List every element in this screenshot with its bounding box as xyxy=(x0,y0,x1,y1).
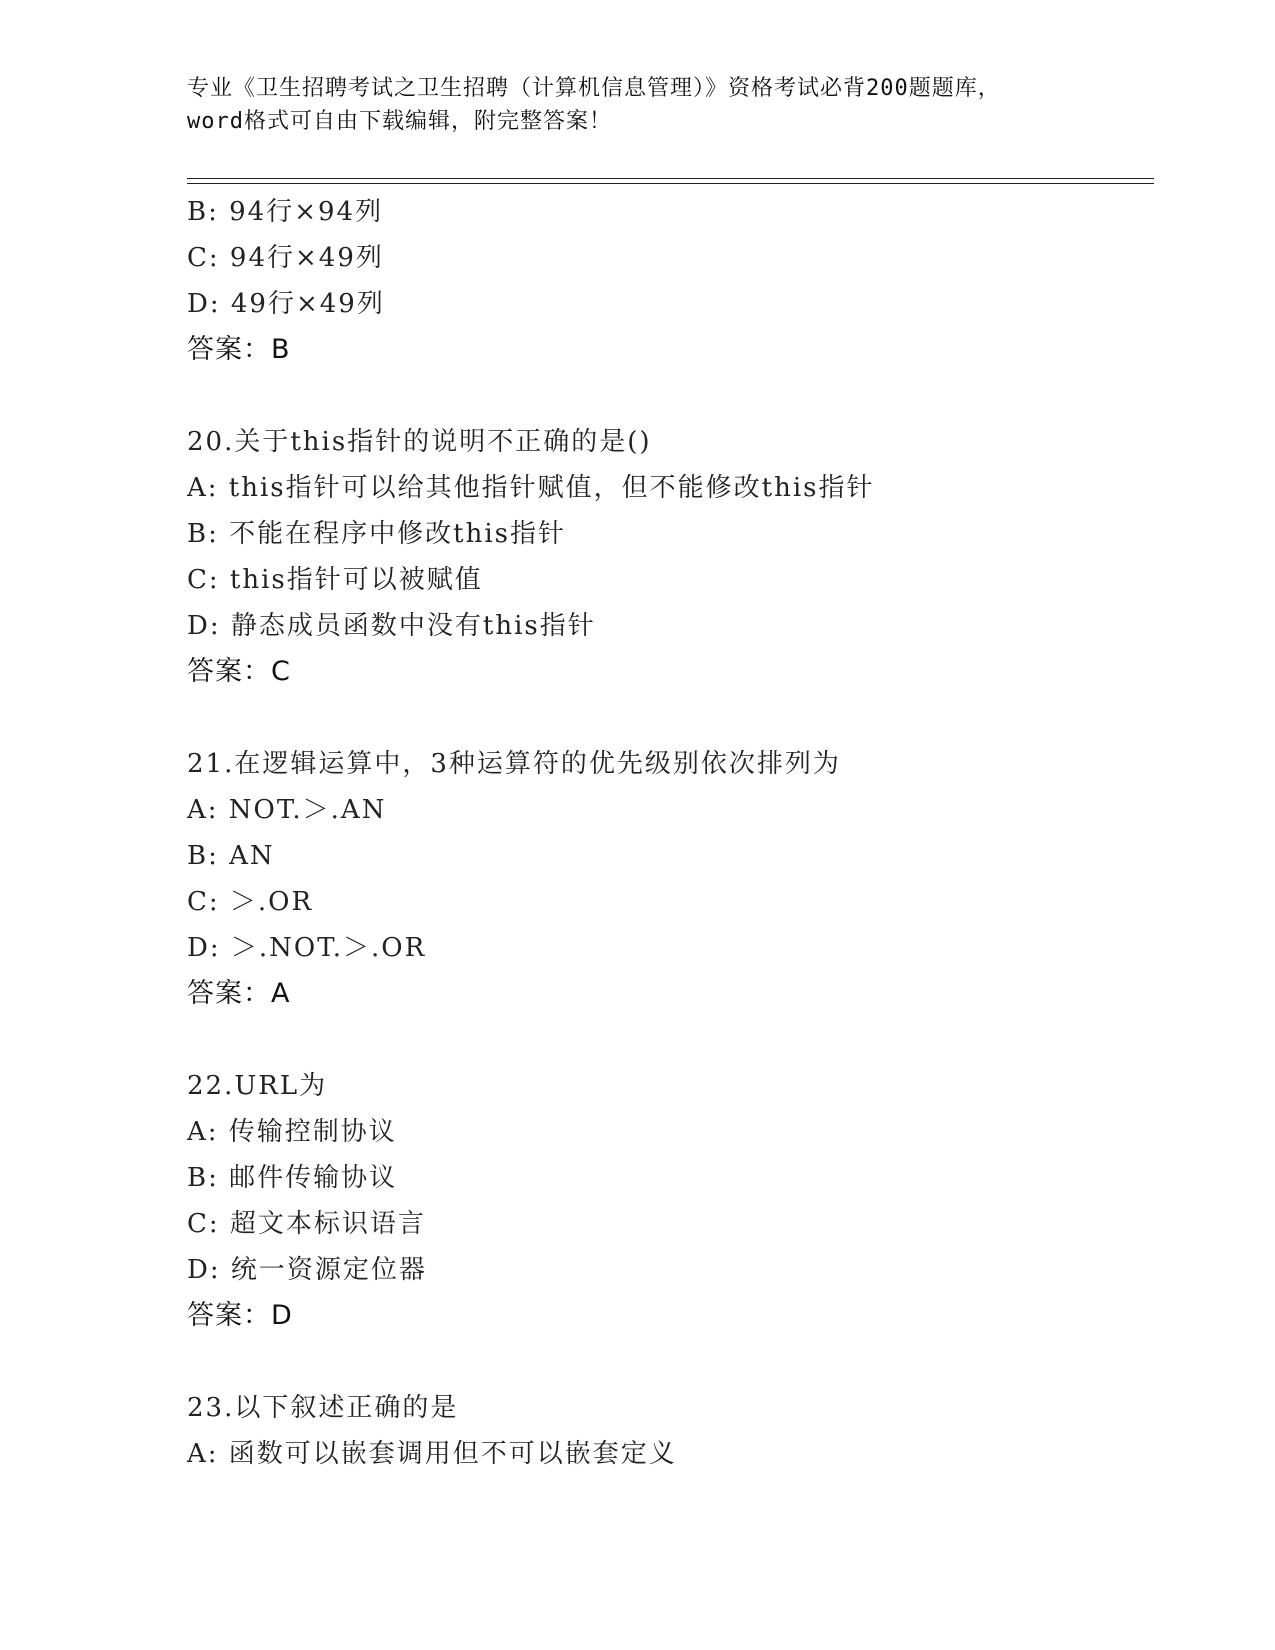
option-a: A: this指针可以给其他指针赋值，但不能修改this指针 xyxy=(187,473,875,503)
question-text: 23.以下叙述正确的是 xyxy=(187,1393,459,1423)
question-text: 21.在逻辑运算中，3种运算符的优先级别依次排列为 xyxy=(187,749,841,779)
header-rule-top xyxy=(187,178,1154,179)
option-a: A: 函数可以嵌套调用但不可以嵌套定义 xyxy=(187,1439,677,1469)
question-block-20 xyxy=(187,419,1147,695)
block-spacer xyxy=(187,373,1147,419)
option-c: C: ＞.OR xyxy=(187,887,314,917)
answer-line: 答案：C xyxy=(187,656,291,687)
option-c: C: this指针可以被赋值 xyxy=(187,565,483,595)
block-spacer xyxy=(187,695,1147,741)
option-b: B: 94行×94列 xyxy=(187,197,384,227)
question-block-19 xyxy=(187,189,1147,373)
option-c: C: 94行×49列 xyxy=(187,243,384,273)
answer-line: 答案：A xyxy=(187,978,291,1009)
question-text: 22.URL为 xyxy=(187,1071,328,1101)
header-line-1: 专业《卫生招聘考试之卫生招聘（计算机信息管理）》资格考试必背200题题库， xyxy=(187,76,1001,101)
header-rule-bottom xyxy=(187,183,1154,184)
option-d: D: 49行×49列 xyxy=(187,289,385,319)
question-list xyxy=(187,189,1147,1477)
question-block-21 xyxy=(187,741,1147,1017)
option-d: D: 静态成员函数中没有this指针 xyxy=(187,611,596,641)
option-c: C: 超文本标识语言 xyxy=(187,1209,426,1239)
option-b: B: AN xyxy=(187,841,275,871)
question-text: 20.关于this指针的说明不正确的是() xyxy=(187,427,652,457)
option-b: B: 邮件传输协议 xyxy=(187,1163,398,1193)
block-spacer xyxy=(187,1017,1147,1063)
option-d: D: 统一资源定位器 xyxy=(187,1255,427,1285)
question-block-22 xyxy=(187,1063,1147,1339)
answer-line: 答案：B xyxy=(187,334,291,365)
header-line-2: word格式可自由下载编辑，附完整答案！ xyxy=(187,109,612,134)
option-a: A: NOT.＞.AN xyxy=(187,795,387,825)
block-spacer xyxy=(187,1339,1147,1385)
question-block-23 xyxy=(187,1385,1147,1477)
option-a: A: 传输控制协议 xyxy=(187,1117,397,1147)
answer-line: 答案：D xyxy=(187,1300,293,1331)
option-b: B: 不能在程序中修改this指针 xyxy=(187,519,566,549)
option-d: D: ＞.NOT.＞.OR xyxy=(187,933,427,963)
document-header xyxy=(187,72,1087,138)
